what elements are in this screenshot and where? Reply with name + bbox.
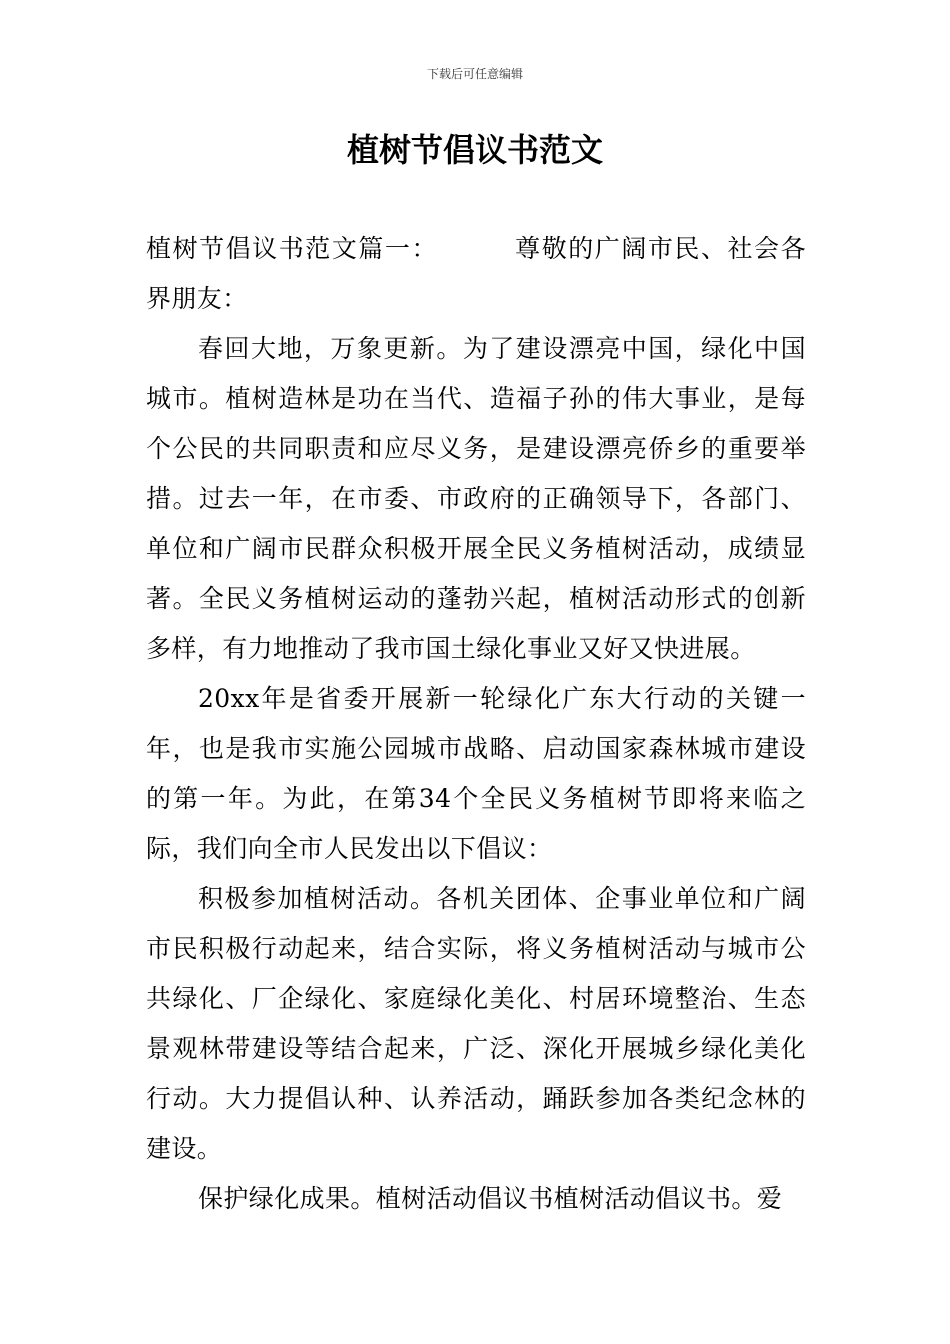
salutation: 尊敬的广阔市民、社会各界朋友： bbox=[146, 234, 806, 313]
opening-paragraph bbox=[146, 224, 806, 324]
body-paragraph-1: 春回大地，万象更新。为了建设漂亮中国，绿化中国城市。植树造林是功在当代、造福子孙的伟大事业，是每个公民的共同职责和应尽义务，是建设漂亮侨乡的重要举措。过去一年，在市委、市政府的正确领导下，各部门、单位和广阔市民群众积极开展全民义务植树活动，成绩显著。全民义务植树运动的蓬勃兴起，植树活动形式的创新多样，有力地推动了我市国土绿化事业又好又快进展。 bbox=[146, 334, 806, 663]
document-title: 植树节倡议书范文 bbox=[346, 131, 603, 169]
body-paragraph-2: 20xx年是省委开展新一轮绿化广东大行动的关键一年，也是我市实施公园城市战略、启动国家森林城市建设的第一年。为此，在第34个全民义务植树节即将来临之际，我们向全市人民发出以下倡议： bbox=[146, 684, 806, 863]
header-note: 下载后可任意编辑 bbox=[426, 67, 523, 81]
document-body bbox=[146, 224, 806, 1224]
body-paragraph-4: 保护绿化成果。植树活动倡议书植树活动倡议书。爱 bbox=[198, 1184, 783, 1213]
opening-label: 植树节倡议书范文篇一： bbox=[146, 234, 438, 263]
body-paragraph-3: 积极参加植树活动。各机关团体、企事业单位和广阔市民积极行动起来，结合实际，将义务植树活动与城市公共绿化、厂企绿化、家庭绿化美化、村居环境整治、生态景观林带建设等结合起来，广泛、深化开展城乡绿化美化行动。大力提倡认种、认养活动，踊跃参加各类纪念林的建设。 bbox=[146, 884, 806, 1163]
